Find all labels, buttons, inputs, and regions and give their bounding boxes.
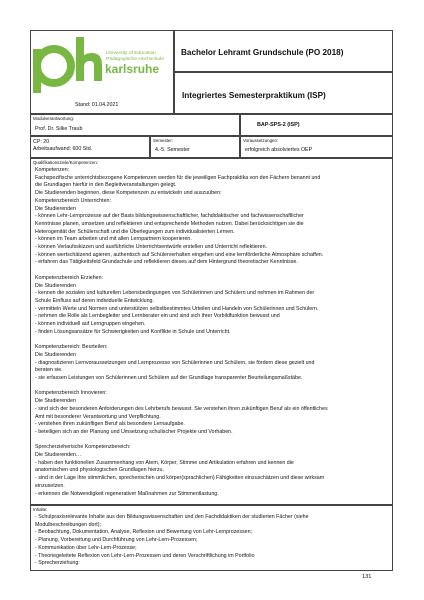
text-line: Die Studierenden	[35, 282, 76, 289]
text-line: - diagnostizieren Lernvoraussetzungen und Lernprozesse von Schülerinnen und Schülern, sie fördern diese gezielt und	[35, 359, 315, 366]
text-line: Kompetenzen:	[35, 167, 70, 173]
prerequisites-value: erfolgreich absolviertes OEP	[245, 147, 313, 153]
text-line: - sind sich der besonderen Anforderungen des Lehrberufs bewusst. Sie verstehen ihren zukünftigen Beruf als ein öffentliches	[35, 405, 328, 412]
text-line: Kompetenzbereich: Beurteilen:	[35, 344, 108, 351]
logo-text-line1: University of Education	[106, 51, 157, 56]
semester-label: Semester:	[153, 138, 174, 143]
text-line: - beteiligen sich an der Planung und Umsetzung schulischer Projekte und Vorhaben.	[35, 428, 233, 435]
module-code: BAP-SPS-2 (ISP)	[257, 122, 300, 128]
contents-text	[35, 514, 309, 568]
text-line: - können Verlaufsskizzen und ausführliche Unterrichtsentwürfe erstellen und Unterricht reflektieren.	[35, 244, 268, 251]
responsible-label: Modulverantwortung:	[33, 116, 75, 121]
text-line: Kompetenzbereich Unterrichten:	[35, 197, 111, 204]
workload: Arbeitsaufwand: 600 Std.	[33, 146, 93, 152]
credits-cell	[30, 136, 150, 158]
text-line: beraten sie.	[35, 367, 63, 374]
text-line: Kenntnisse planen, umsetzen und reflektieren und entsprechende Methoden nutzen. Dabei berücksichtigen sie die	[35, 220, 304, 227]
text-line: Kompetenzbereich Erziehen:	[35, 274, 104, 281]
program-title: Bachelor Lehramt Grundschule (PO 2018)	[181, 48, 344, 57]
text-line: Die Studierenden…	[35, 452, 82, 459]
text-line: Die Studierenden	[35, 398, 76, 405]
logo-city: karlsruhe	[105, 62, 160, 76]
text-line	[35, 437, 328, 445]
responsible-value: Prof. Dr. Silke Traub	[35, 126, 83, 132]
text-line: anatomischen und physiologischen Grundlagen hierzu.	[35, 467, 164, 474]
logo-cell	[30, 30, 174, 114]
credit-points: CP: 20	[33, 139, 50, 145]
text-line: Die Studierenden beginnen, diese Kompetenzen zu entwickeln und auszuüben:	[35, 190, 222, 197]
text-line: - haben den funktionellen Zusammenhang von Atem, Körper, Stimme und Artikulation erfahren und kennen die	[35, 459, 294, 466]
contents-cell	[30, 505, 393, 571]
text-line: - verstehen ihren zukünftigen Beruf als besondere Lernaufgabe.	[35, 421, 185, 428]
text-line: - Planung, Vorbereitung und Durchführung von Lehr-Lern-Prozessen;	[35, 537, 198, 544]
text-line: - sie erfassen Leistungen von Schülerinnen und Schülern auf der Grundlage transparenter Beurteilungsmaßstäbe.	[35, 374, 303, 381]
module-title: Integriertes Semesterpraktikum (ISP)	[182, 91, 326, 100]
module-page	[30, 30, 393, 566]
text-line: - erkennen die Notwendigkeit regenerativer Maßnahmen zur Stimmentlastung.	[35, 490, 219, 497]
prerequisites-cell	[240, 136, 393, 158]
text-line: Amt mit besonderer Verantwortung und Verpflichtung.	[35, 413, 161, 420]
text-line: - Beobachtung, Dokumentation, Analyse, Reflexion und Bewertung von Lehr-Lernprozessen;	[35, 529, 253, 536]
logo-text-line2: Pädagogische Hochschule	[106, 57, 164, 62]
text-line: - erfahren das Tätigkeitsfeld Grundschule und reflektieren dieses auf dem Hintergrund theoretischer Kenntnisse.	[35, 259, 298, 266]
text-line: einzusetzen.	[35, 482, 65, 489]
qualification-goals-label: Qualifikationsziele/Kompetenzen:	[33, 160, 98, 165]
text-line: - sind in der Lage ihre stimmlichen, sprecherischen und körper(sprachlichen) Fähigkeiten einzuschätzen und diese wirksam	[35, 475, 325, 482]
module-code-cell	[240, 114, 393, 136]
module-title-cell	[174, 72, 393, 114]
responsible-cell	[30, 114, 240, 136]
text-line: - Sprecherziehung:	[35, 560, 80, 567]
contents-label: Inhalte:	[33, 507, 48, 512]
text-line: - können wertschätzend agieren, authentisch auf Schülerverhalten eingehen und eine lernförderliche Atmosphäre schaffen.	[35, 251, 324, 258]
page-number: 131	[362, 574, 372, 580]
text-line: - Theoriegeleitete Reflexion von Lehr-Lern-Prozessen und deren Verschriftlichung im Portfolio	[35, 552, 255, 559]
text-line: - Schulpraxisrelevante Inhalte aus den Bildungswissenschaften und den Fachdidaktiken der studierten Fächer (siehe	[35, 514, 309, 520]
text-line	[35, 267, 328, 275]
text-line: Die Studierenden	[35, 351, 76, 358]
stand-date: Stand: 01.04.2021	[75, 102, 119, 108]
text-line	[35, 383, 328, 391]
text-line: die Grundlagen hierfür in den Begleitveranstaltungen gelegt.	[35, 182, 177, 189]
text-line: Schule Einfluss auf deren individuelle Entwicklung.	[35, 297, 154, 304]
text-line: Kompetenzbereich Innovieren:	[35, 390, 107, 397]
text-line: - können Lehr-Lernprozesse auf der Basis bildungswissenschaftlicher, fachdidaktischer und fachwissenschaftlicher	[35, 213, 304, 220]
text-line	[35, 336, 328, 344]
text-line: Die Studierenden	[35, 205, 76, 212]
text-line: - kennen die sozialen und kulturellen Lebensbedingungen von Schülerinnen und Schülern und nehmen im Rahmen der	[35, 290, 315, 297]
text-line: - Kommunikation über Lehr-Lern-Prozesse;	[35, 544, 137, 551]
qualification-goals-cell	[30, 158, 393, 505]
text-line: - nehmen die Rolle als Lernbegleiter und Lernberater ein und sind sich ihrer Vorbildfunktion bewusst und	[35, 313, 280, 320]
semester-value: 4.-5. Semester	[155, 147, 190, 153]
text-line: - können individuell auf Lerngruppen eingehen.	[35, 321, 146, 328]
text-line: Fachspezifische unterrichtsbezogene Kompetenzen werden für die jeweiligen Fachpraktika von den Fächern benannt und	[35, 174, 321, 181]
text-line: - vermitteln Werte und Normen und unterstützen selbstbestimmtes Urteilen und Handeln von Schülerinnen und Schülern.	[35, 305, 319, 312]
text-line: - können im Team arbeiten und mit allen Lernpartnern kooperieren.	[35, 236, 192, 243]
text-line: Heterogenität der Schülerschaft und die Überlegungen zum individualisierten Lernen.	[35, 228, 235, 235]
text-line: Modulbeschreibungen dort);	[35, 521, 101, 528]
prerequisites-label: Voraussetzungen:	[243, 138, 279, 143]
semester-cell	[150, 136, 240, 158]
program-title-cell	[174, 30, 393, 72]
text-line: - finden Lösungsansätze für Schwierigkeiten und Konflikte in Schule und Unterricht.	[35, 328, 231, 335]
qualification-goals-text	[35, 167, 328, 498]
text-line: Sprecherzieherische Kompetenzbereich:	[35, 444, 131, 451]
